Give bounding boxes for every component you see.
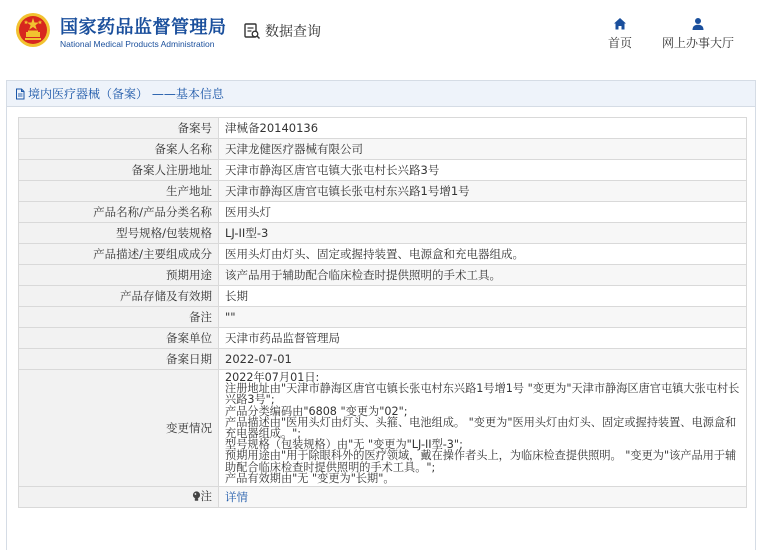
data-query-icon: [243, 22, 261, 40]
panel-title: 境内医疗器械（备案） ——基本信息: [28, 87, 224, 101]
change-line: 产品有效期由"无 "变更为"长期"。: [225, 471, 395, 485]
field-value: LJ-II型-3: [219, 223, 747, 244]
field-value: 天津龙健医疗器械有限公司: [219, 139, 747, 160]
agency-name-en: National Medical Products Administration: [60, 39, 215, 49]
change-line: 产品描述由"医用头灯由灯头、头箍、电池组成。 "变更为"医用头灯由灯头、固定或握持装置、电源盒和充电器组成。";: [225, 415, 737, 441]
field-value: "": [219, 307, 747, 328]
record-panel: [6, 80, 756, 550]
field-label: 备案人注册地址: [19, 160, 219, 181]
field-value: 天津市静海区唐官屯镇长张屯村东兴路1号增1号: [219, 181, 747, 202]
table-row: [19, 286, 747, 307]
table-row: [19, 118, 747, 139]
field-label: 预期用途: [19, 265, 219, 286]
table-row: [19, 244, 747, 265]
field-label: 产品名称/产品分类名称: [19, 202, 219, 223]
field-label: 生产地址: [19, 181, 219, 202]
agency-name-cn: 国家药品监督管理局: [60, 17, 227, 38]
nav-home[interactable]: [598, 17, 642, 51]
nav-online-office-label: 网上办事大厅: [661, 36, 734, 50]
note-key: [192, 490, 213, 503]
home-icon: [613, 17, 627, 31]
field-value: 医用头灯: [219, 202, 747, 223]
field-label: 产品描述/主要组成成分: [19, 244, 219, 265]
field-label: 备注: [19, 307, 219, 328]
nav-online-office[interactable]: [656, 17, 740, 51]
table-row: [19, 328, 747, 349]
lightbulb-icon: [192, 491, 201, 502]
table-row: [19, 202, 747, 223]
national-emblem-icon: [15, 12, 51, 48]
field-value: 津械备20140136: [219, 118, 747, 139]
change-history-value: [219, 370, 747, 487]
field-value: 医用头灯由灯头、固定或握持装置、电源盒和充电器组成。: [219, 244, 747, 265]
site-header: [0, 0, 757, 70]
field-label: 变更情况: [19, 370, 219, 487]
user-icon: [691, 17, 705, 31]
table-row: [19, 349, 747, 370]
table-row: [19, 223, 747, 244]
change-line: 2022年07月01日:: [225, 371, 320, 384]
field-value: 天津市药品监督管理局: [219, 328, 747, 349]
note-label-cell: [19, 487, 219, 508]
field-label: 产品存储及有效期: [19, 286, 219, 307]
data-query-label: 数据查询: [265, 24, 321, 40]
field-label: 备案号: [19, 118, 219, 139]
field-label: 型号规格/包装规格: [19, 223, 219, 244]
change-line: 预期用途由"用于除眼科外的医疗领域，戴在操作者头上，为临床检查提供照明。 "变更为"该产品用于辅助配合临床检查时提供照明的手术工具。";: [225, 449, 737, 474]
field-value: 长期: [219, 286, 747, 307]
field-value: 2022-07-01: [219, 349, 747, 370]
field-label: 备案单位: [19, 328, 219, 349]
note-label: 注: [200, 488, 212, 503]
change-line: 产品分类编码由"6808 "变更为"02";: [225, 404, 408, 418]
field-label: 备案日期: [19, 349, 219, 370]
change-line: 注册地址由"天津市静海区唐官屯镇长张屯村东兴路1号增1号 "变更为"天津市静海区唐官屯镇大张屯村长兴路3号";: [225, 382, 740, 407]
document-icon: [14, 88, 26, 100]
data-query-link[interactable]: [243, 21, 321, 41]
field-value: 该产品用于辅助配合临床检查时提供照明的手术工具。: [219, 265, 747, 286]
table-row: [19, 181, 747, 202]
table-row: [19, 139, 747, 160]
table-row: [19, 307, 747, 328]
table-row: [19, 160, 747, 181]
table-row: [19, 265, 747, 286]
panel-title-bar: [7, 81, 755, 107]
record-detail-table: [18, 117, 747, 508]
table-row-note: [19, 487, 747, 508]
note-value: [219, 487, 747, 508]
nav-home-label: 首页: [607, 36, 632, 50]
change-line: 型号规格（包装规格）由"无 "变更为"LJ-II型-3";: [225, 438, 463, 452]
field-label: 备案人名称: [19, 139, 219, 160]
field-value: 天津市静海区唐官屯镇大张屯村长兴路3号: [219, 160, 747, 181]
table-row-change-history: [19, 370, 747, 487]
details-link[interactable]: 详情: [225, 489, 248, 504]
